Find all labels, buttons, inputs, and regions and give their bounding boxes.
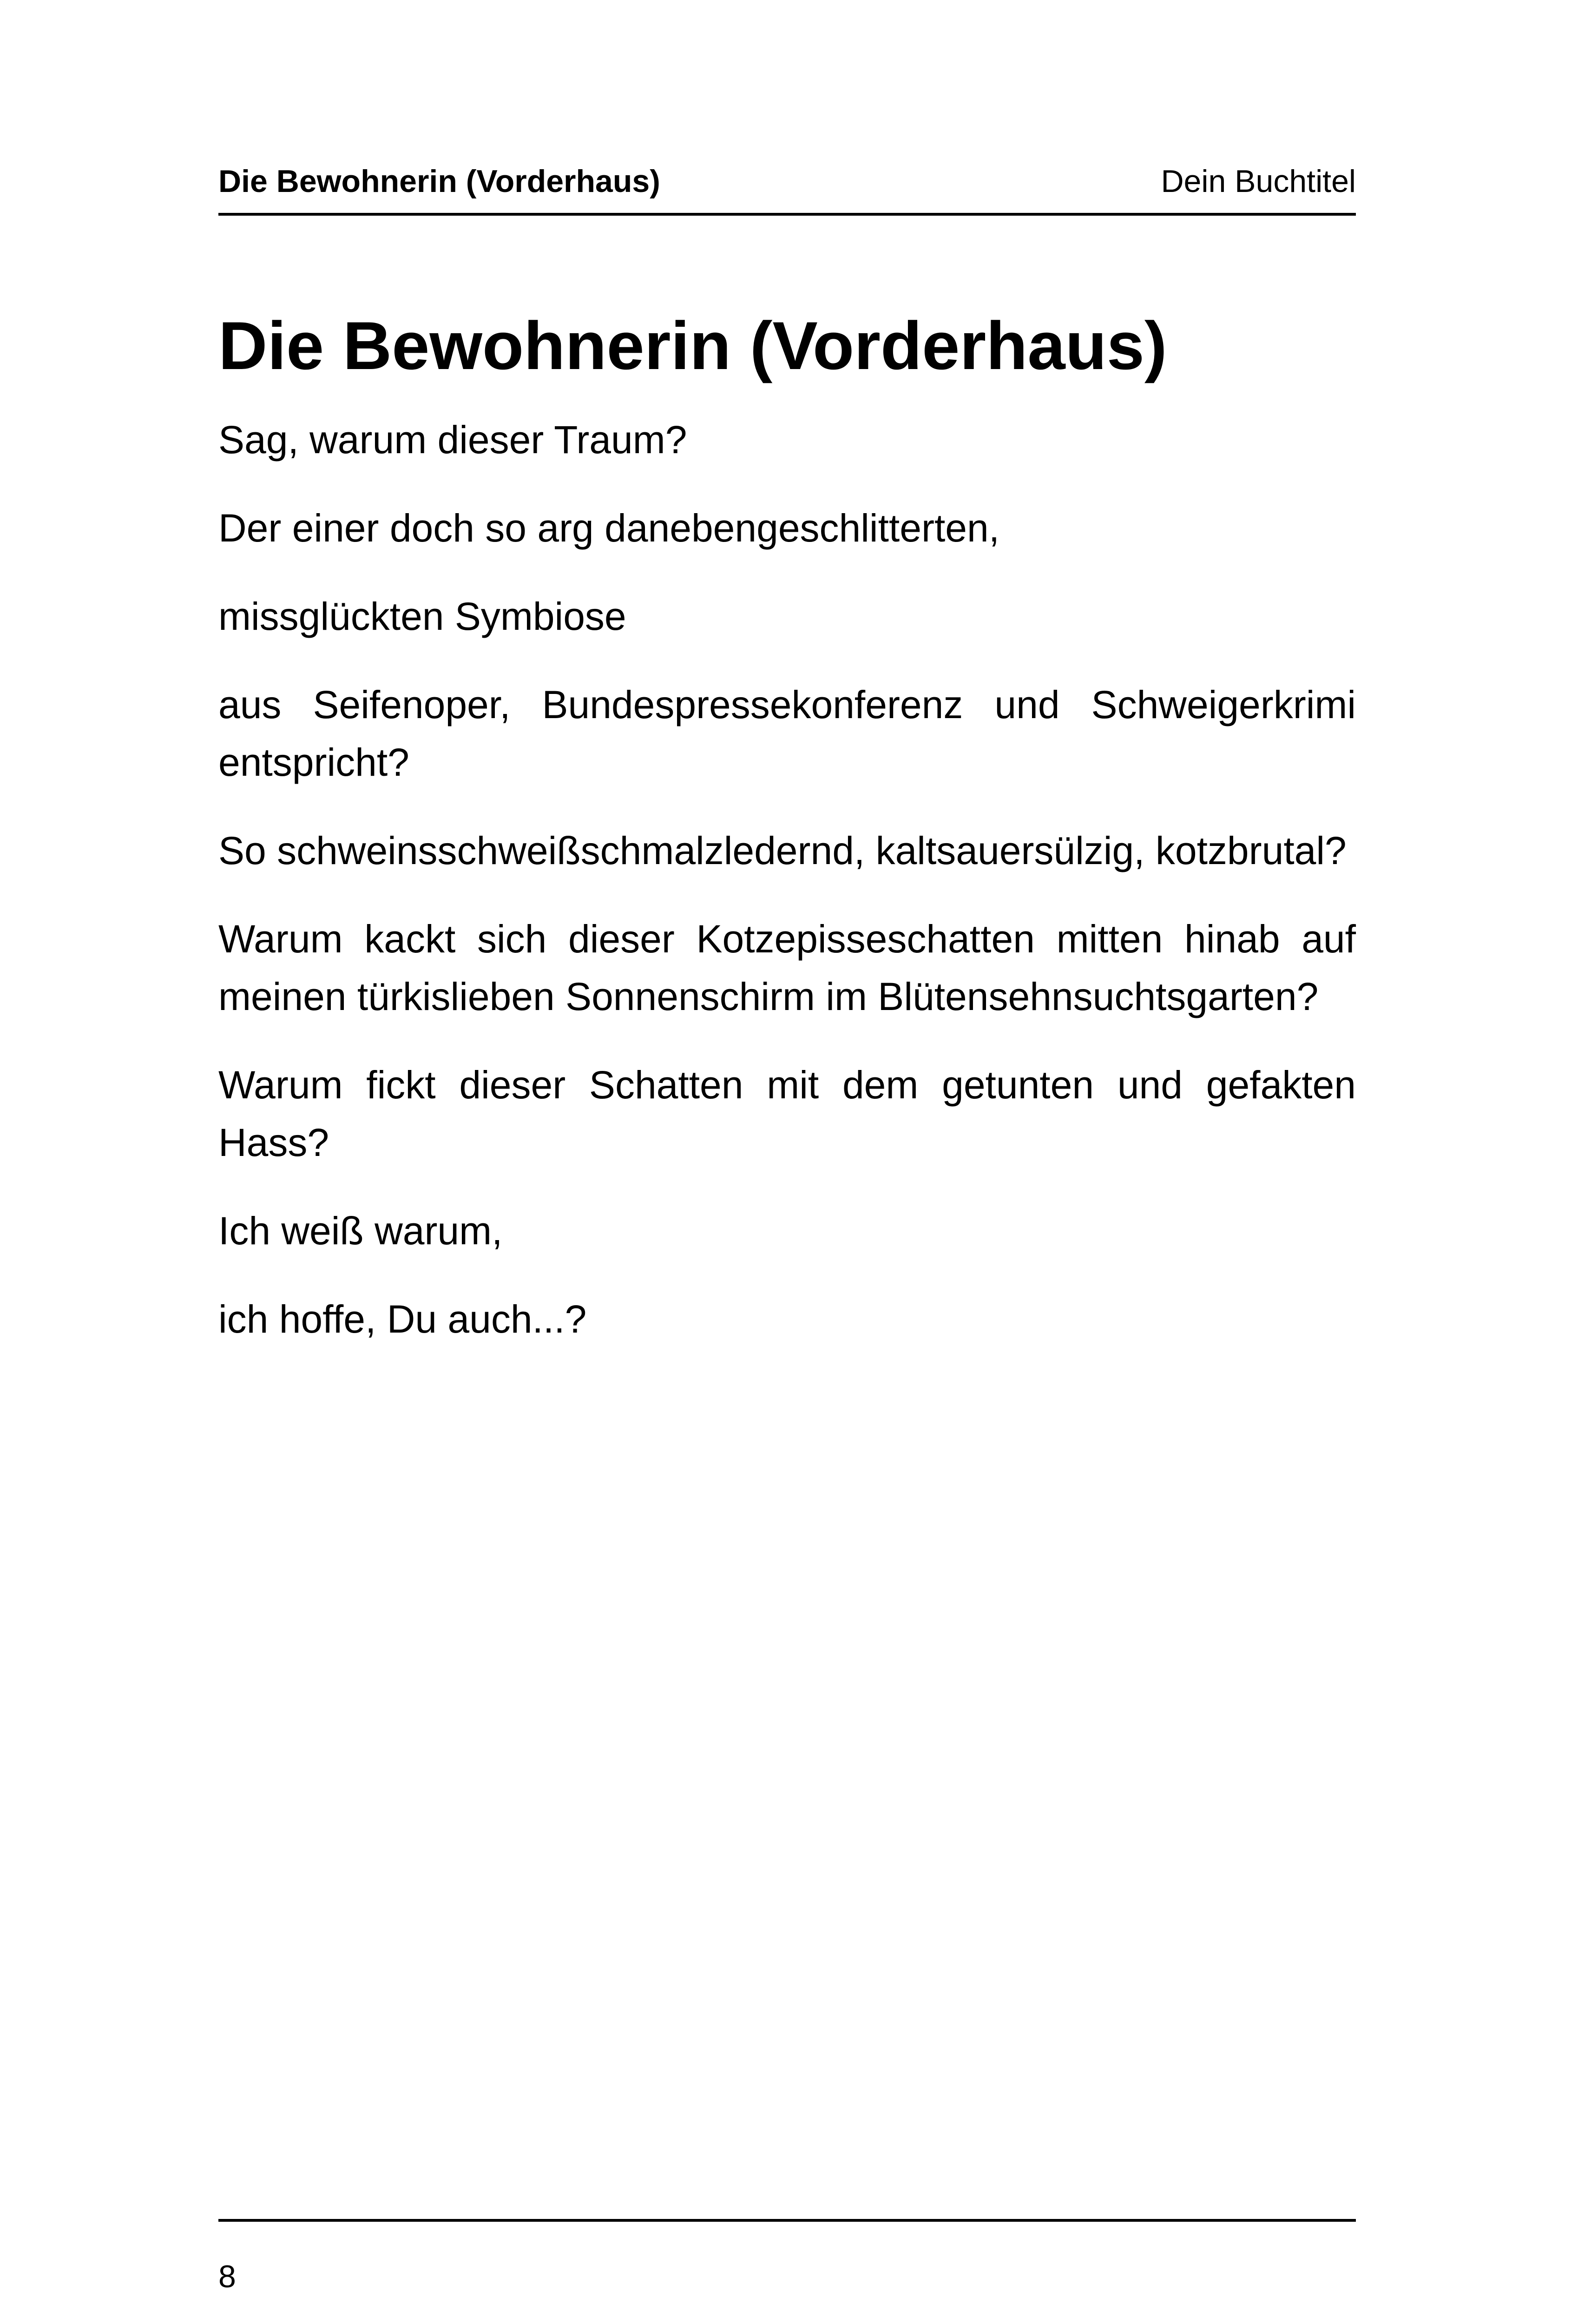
page-number: 8	[218, 2259, 236, 2294]
chapter-content	[218, 307, 1356, 1379]
paragraph: missglückten Symbiose	[218, 594, 626, 638]
paragraph: Sag, warum dieser Traum?	[218, 417, 687, 462]
chapter-title: Die Bewohnerin (Vorderhaus)	[218, 308, 1167, 383]
header-chapter-title: Die Bewohnerin (Vorderhaus)	[218, 164, 660, 199]
paragraph: Warum fickt dieser Schatten mit dem getunten und gefakten Hass?	[218, 1063, 1356, 1164]
running-header	[218, 158, 1356, 216]
paragraph: Der einer doch so arg danebengeschlitterten,	[218, 506, 1000, 550]
running-footer	[218, 2219, 1356, 2294]
paragraph: Warum kackt sich dieser Kotzepisseschatten mitten hinab auf meinen türkislieben Sonnenschirm im Blütensehnsuchtsgarten?	[218, 917, 1356, 1018]
paragraph: ich hoffe, Du auch...?	[218, 1297, 587, 1341]
header-book-title: Dein Buchtitel	[1161, 164, 1356, 199]
paragraph: Ich weiß warum,	[218, 1208, 503, 1253]
paragraph: aus Seifenoper, Bundespressekonferenz und Schweigerkrimi entspricht?	[218, 682, 1356, 784]
paragraph: So schweinsschweißschmalzledernd, kaltsauersülzig, kotzbrutal?	[218, 828, 1347, 872]
